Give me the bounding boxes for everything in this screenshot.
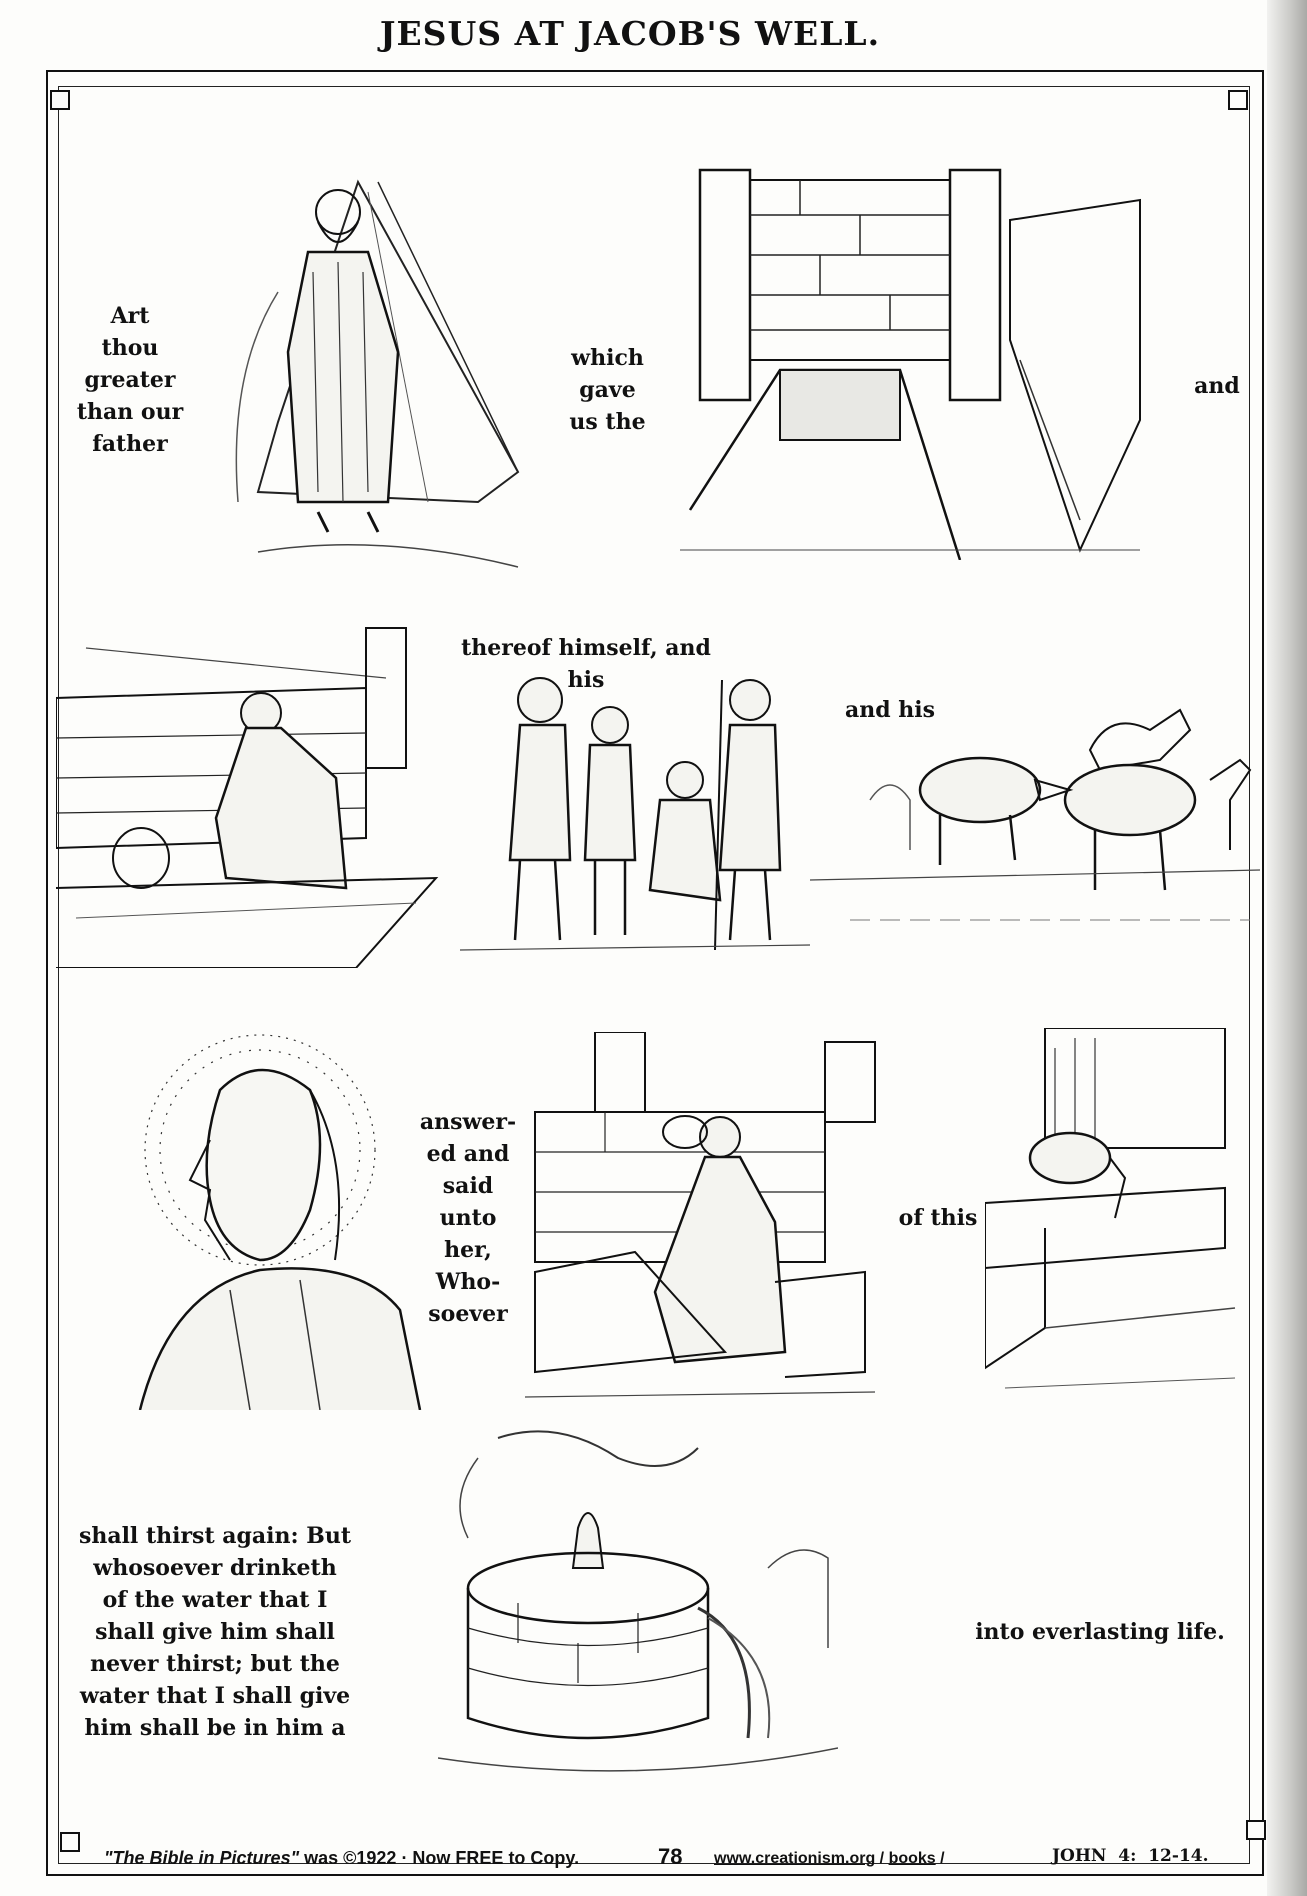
text-shall-thirst-again: shall thirst again: But whosoever drinketh of the water that I shall give him shall never thirst; but the water that I shall give him shall be in him a — [78, 1523, 352, 1741]
frame-corner-bottom-right — [1246, 1820, 1266, 1840]
footer-url-sep1: / — [875, 1850, 889, 1867]
footer-url-sep2: / — [935, 1850, 945, 1867]
illustration-man-drinking — [56, 618, 446, 968]
sons-illustration-icon — [460, 670, 810, 960]
footer-copyright-text: was ©1922 · Now FREE to Copy. — [299, 1848, 580, 1868]
footer-page-number: 78 — [658, 1844, 683, 1869]
illustration-jesus-portrait — [110, 1030, 425, 1410]
footer-url-books[interactable]: books — [888, 1850, 936, 1867]
text-into-everlasting-life: into everlasting life. — [975, 1619, 1225, 1645]
illustration-man-seated — [525, 1032, 880, 1402]
page-edge-shadow — [1267, 0, 1307, 1896]
flowing-well-icon — [438, 1418, 838, 1788]
jesus-halo-icon — [110, 1030, 425, 1410]
frame-corner-top-right — [1228, 90, 1248, 110]
footer-url-domain[interactable]: www.creationism.org — [714, 1850, 876, 1867]
text-of-this: of this — [898, 1205, 978, 1231]
patriarch-illustration-icon — [218, 172, 540, 602]
text-art-thou-greater: Art thou greater than our father — [76, 303, 184, 457]
footer-copyright — [104, 1848, 579, 1869]
frame-corner-top-left — [50, 90, 70, 110]
illustration-overturned-pitcher — [985, 1028, 1240, 1403]
footer-book-title: "The Bible in Pictures" — [104, 1848, 300, 1868]
frame-corner-bottom-left — [60, 1832, 80, 1852]
stone-well-illustration-icon — [680, 160, 1150, 560]
illustration-stone-well — [680, 160, 1150, 560]
illustration-patriarch — [218, 172, 540, 602]
cattle-illustration-icon — [810, 690, 1260, 960]
man-seated-illustration-icon — [525, 1032, 880, 1402]
illustration-sons — [460, 670, 810, 960]
overturned-pitcher-icon — [985, 1028, 1240, 1403]
footer-url[interactable] — [714, 1850, 945, 1868]
text-thereof-himself: thereof himself, and his — [461, 635, 711, 693]
man-drinking-illustration-icon — [56, 618, 446, 968]
illustration-flowing-well — [438, 1418, 838, 1788]
footer-scripture-reference: JOHN 4: 12-14. — [1052, 1846, 1209, 1866]
text-answered-and-said: answer- ed and said unto her, Who- soever — [419, 1109, 517, 1327]
text-and: and — [1194, 373, 1240, 399]
text-and-his: and his — [844, 697, 936, 723]
illustration-cattle — [810, 690, 1260, 960]
text-which-gave: which gave us the — [569, 345, 646, 435]
page-title: JESUS AT JACOB'S WELL. — [379, 14, 881, 53]
